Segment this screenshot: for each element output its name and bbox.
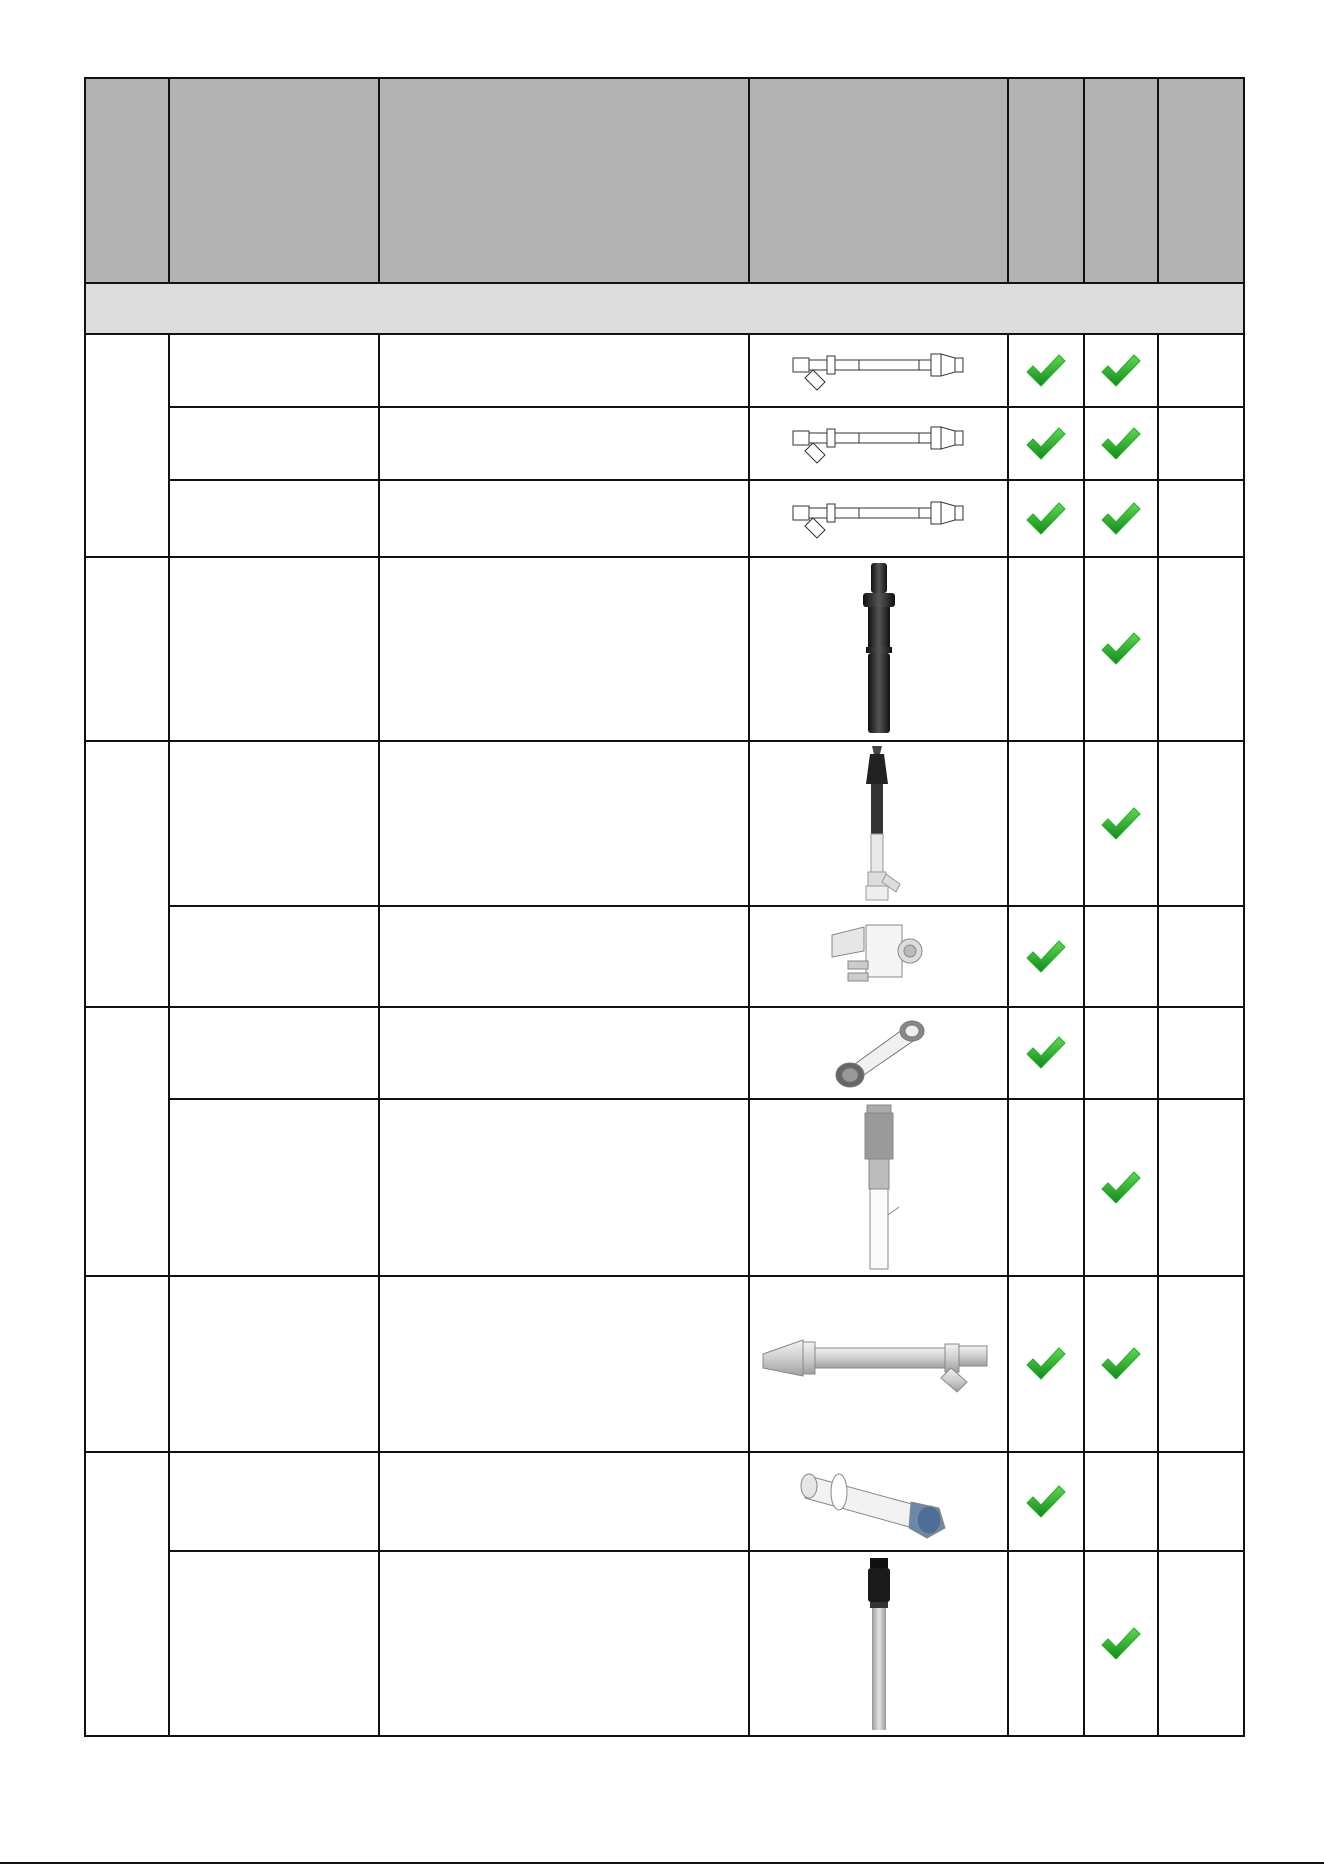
header-col-6: [1084, 78, 1158, 283]
group-cell: [85, 557, 169, 741]
header-col-4: [749, 78, 1008, 283]
check-cell-1: [1008, 1551, 1084, 1736]
check-icon: [1025, 501, 1067, 537]
image-cell: [749, 557, 1008, 741]
check-icon: [1100, 806, 1142, 842]
check-cell-1: [1008, 407, 1084, 480]
group-cell: [85, 1452, 169, 1736]
name-cell: [169, 334, 379, 407]
check-icon: [1100, 1346, 1142, 1382]
name-cell: [169, 1452, 379, 1551]
header-col-7: [1158, 78, 1244, 283]
header-col-3: [379, 78, 749, 283]
image-cell: [749, 480, 1008, 557]
silver-vertical-flue-icon: [854, 1556, 904, 1732]
check-cell-2: [1084, 557, 1158, 741]
image-cell: [749, 1551, 1008, 1736]
name-cell: [169, 1007, 379, 1099]
check-icon: [1100, 353, 1142, 389]
image-cell: [749, 906, 1008, 1007]
group-cell: [85, 1276, 169, 1452]
check-cell-3: [1158, 1276, 1244, 1452]
check-icon: [1100, 501, 1142, 537]
table-row: [85, 1551, 1244, 1736]
product-table: [84, 77, 1245, 1737]
group-cell: [85, 334, 169, 557]
description-cell: [379, 1452, 749, 1551]
image-cell: [749, 334, 1008, 407]
grey-vertical-flue-icon: [849, 1103, 909, 1273]
check-icon: [1100, 1170, 1142, 1206]
check-cell-1: [1008, 906, 1084, 1007]
description-cell: [379, 334, 749, 407]
check-cell-2: [1084, 1551, 1158, 1736]
description-cell: [379, 741, 749, 906]
table-row: [85, 1452, 1244, 1551]
check-cell-2: [1084, 1099, 1158, 1276]
check-cell-2: [1084, 906, 1158, 1007]
check-cell-1: [1008, 1099, 1084, 1276]
check-cell-3: [1158, 407, 1244, 480]
check-cell-3: [1158, 557, 1244, 741]
name-cell: [169, 1099, 379, 1276]
name-cell: [169, 906, 379, 1007]
table-row: [85, 1276, 1244, 1452]
header-col-5: [1008, 78, 1084, 283]
table-row: [85, 741, 1244, 906]
check-cell-1: [1008, 1276, 1084, 1452]
image-cell: [749, 407, 1008, 480]
check-icon: [1100, 426, 1142, 462]
section-band: [85, 283, 1244, 334]
header-row: [85, 78, 1244, 283]
twin-pipe-horizontal-kit-icon: [789, 346, 969, 396]
header-col-2: [169, 78, 379, 283]
check-cell-2: [1084, 1007, 1158, 1099]
check-cell-1: [1008, 480, 1084, 557]
check-cell-3: [1158, 1452, 1244, 1551]
table-row: [85, 334, 1244, 407]
check-cell-3: [1158, 480, 1244, 557]
check-icon: [1100, 631, 1142, 667]
name-cell: [169, 557, 379, 741]
table-row: [85, 480, 1244, 557]
description-cell: [379, 407, 749, 480]
image-cell: [749, 1007, 1008, 1099]
check-cell-3: [1158, 1099, 1244, 1276]
description-cell: [379, 480, 749, 557]
name-cell: [169, 1551, 379, 1736]
check-cell-2: [1084, 480, 1158, 557]
cone-terminal-horizontal-icon: [761, 1324, 997, 1404]
check-cell-3: [1158, 1551, 1244, 1736]
check-icon: [1025, 1035, 1067, 1071]
image-cell: [749, 1099, 1008, 1276]
name-cell: [169, 741, 379, 906]
section-row: [85, 283, 1244, 334]
group-cell: [85, 741, 169, 1007]
black-vertical-flue-icon: [849, 561, 909, 737]
image-cell: [749, 1276, 1008, 1452]
table-row: [85, 557, 1244, 741]
description-cell: [379, 906, 749, 1007]
check-cell-2: [1084, 741, 1158, 906]
check-cell-1: [1008, 741, 1084, 906]
table-row: [85, 906, 1244, 1007]
check-cell-1: [1008, 1007, 1084, 1099]
check-cell-2: [1084, 1452, 1158, 1551]
name-cell: [169, 1276, 379, 1452]
check-icon: [1025, 353, 1067, 389]
name-cell: [169, 480, 379, 557]
group-cell: [85, 1007, 169, 1276]
header-col-1: [85, 78, 169, 283]
description-cell: [379, 1007, 749, 1099]
check-icon: [1025, 1346, 1067, 1382]
table-row: [85, 407, 1244, 480]
check-icon: [1025, 939, 1067, 975]
check-icon: [1025, 426, 1067, 462]
check-icon: [1100, 1626, 1142, 1662]
check-cell-1: [1008, 1452, 1084, 1551]
check-cell-3: [1158, 1007, 1244, 1099]
image-cell: [749, 1452, 1008, 1551]
description-cell: [379, 1551, 749, 1736]
check-cell-2: [1084, 1276, 1158, 1452]
check-cell-2: [1084, 334, 1158, 407]
check-cell-3: [1158, 906, 1244, 1007]
description-cell: [379, 1099, 749, 1276]
check-icon: [1025, 1484, 1067, 1520]
blue-terminal-horizontal-icon: [799, 1462, 959, 1542]
description-cell: [379, 557, 749, 741]
check-cell-3: [1158, 334, 1244, 407]
wall-bracket-adapter-icon: [824, 917, 934, 997]
twin-pipe-horizontal-kit-icon: [789, 494, 969, 544]
check-cell-1: [1008, 334, 1084, 407]
vertical-flue-with-adapter-icon: [844, 744, 914, 904]
grey-horizontal-flue-icon: [824, 1013, 934, 1093]
table-row: [85, 1099, 1244, 1276]
image-cell: [749, 741, 1008, 906]
footer-rule: [0, 1862, 1324, 1864]
table-row: [85, 1007, 1244, 1099]
description-cell: [379, 1276, 749, 1452]
name-cell: [169, 407, 379, 480]
check-cell-1: [1008, 557, 1084, 741]
check-cell-2: [1084, 407, 1158, 480]
twin-pipe-horizontal-kit-icon: [789, 419, 969, 469]
check-cell-3: [1158, 741, 1244, 906]
